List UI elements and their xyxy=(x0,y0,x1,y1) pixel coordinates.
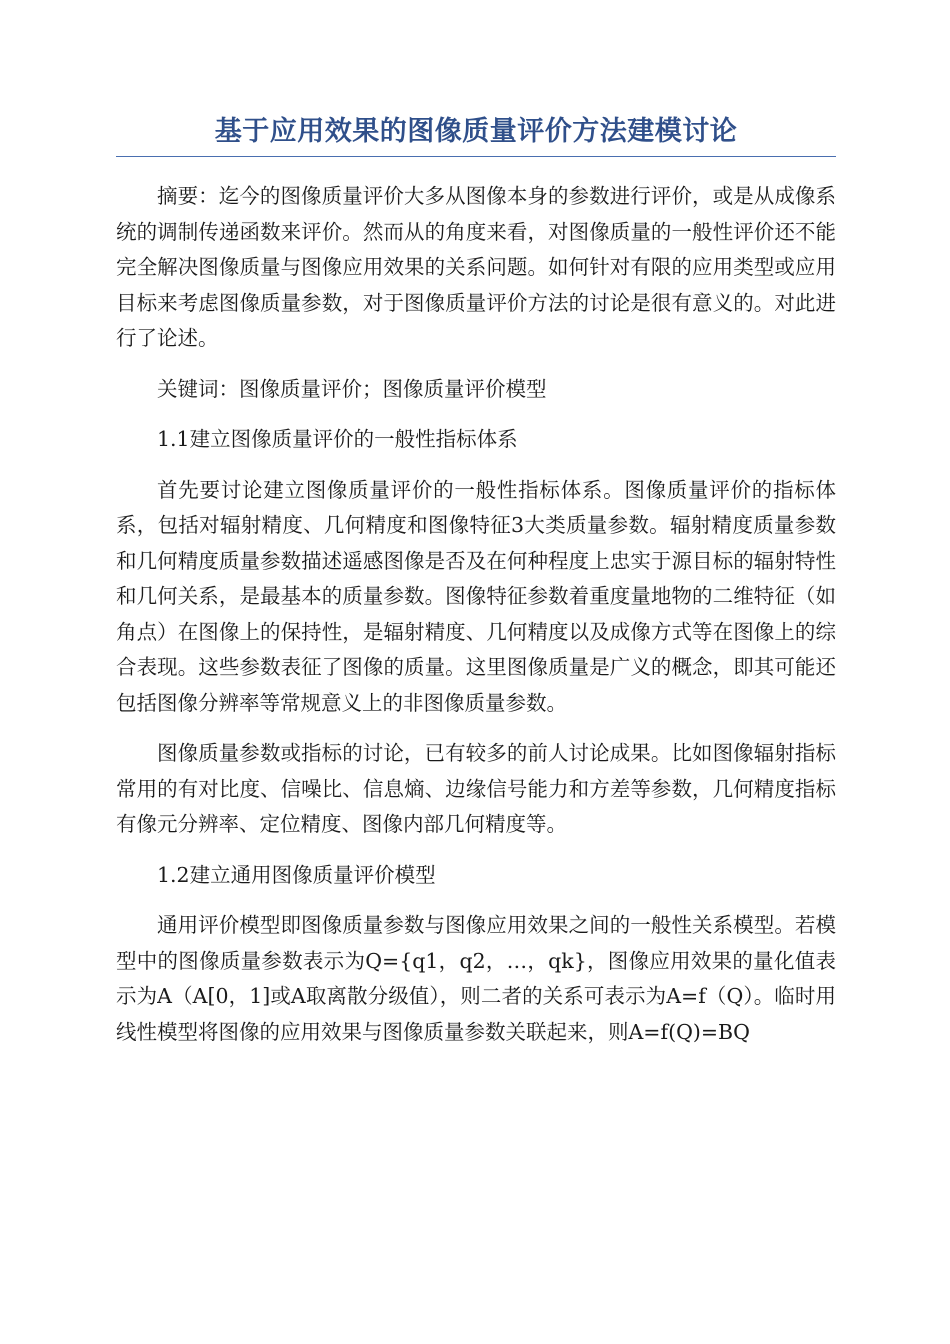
title-underline xyxy=(116,156,836,157)
section-1-1-paragraph-1: 首先要讨论建立图像质量评价的一般性指标体系。图像质量评价的指标体系，包括对辐射精度、几何精度和图像特征3大类质量参数。辐射精度质量参数和几何精度质量参数描述遥感图像是否及在何种程度上忠实于源目标的辐射特性和几何关系，是最基本的质量参数。图像特征参数着重度量地物的二维特征（如角点）在图像上的保持性，是辐射精度、几何精度以及成像方式等在图像上的综合表现。这些参数表征了图像的质量。这里图像质量是广义的概念，即其可能还包括图像分辨率等常规意义上的非图像质量参数。 xyxy=(116,477,836,715)
section-1-1-paragraph-2: 图像质量参数或指标的讨论，已有较多的前人讨论成果。比如图像辐射指标常用的有对比度、信噪比、信息熵、边缘信号能力和方差等参数，几何精度指标有像元分辨率、定位精度、图像内部几何精度等。 xyxy=(116,741,836,836)
document-title: 基于应用效果的图像质量评价方法建模讨论 xyxy=(214,116,738,147)
document-page xyxy=(116,110,836,1065)
section-1-2-paragraph-1: 通用评价模型即图像质量参数与图像应用效果之间的一般性关系模型。若模型中的图像质量参数表示为Q={q1，q2，…，qk}，图像应用效果的量化值表示为A（A[0，1]或A取离散分级值），则二者的关系可表示为A=f（Q）。临时用线性模型将图像的应用效果与图像质量参数关联起来，则A=f(Q)=BQ xyxy=(116,913,836,1044)
keywords-line: 关键词：图像质量评价；图像质量评价模型 xyxy=(157,376,547,401)
abstract-paragraph: 摘要：迄今的图像质量评价大多从图像本身的参数进行评价，或是从成像系统的调制传递函数来评价。然而从的角度来看，对图像质量的一般性评价还不能完全解决图像质量与图像应用效果的关系问题。如何针对有限的应用类型或应用目标来考虑图像质量参数，对于图像质量评价方法的讨论是很有意义的。对此进行了论述。 xyxy=(116,184,836,350)
section-heading-1-1: 1.1建立图像质量评价的一般性指标体系 xyxy=(157,427,518,451)
section-heading-1-2: 1.2建立通用图像质量评价模型 xyxy=(157,862,436,887)
